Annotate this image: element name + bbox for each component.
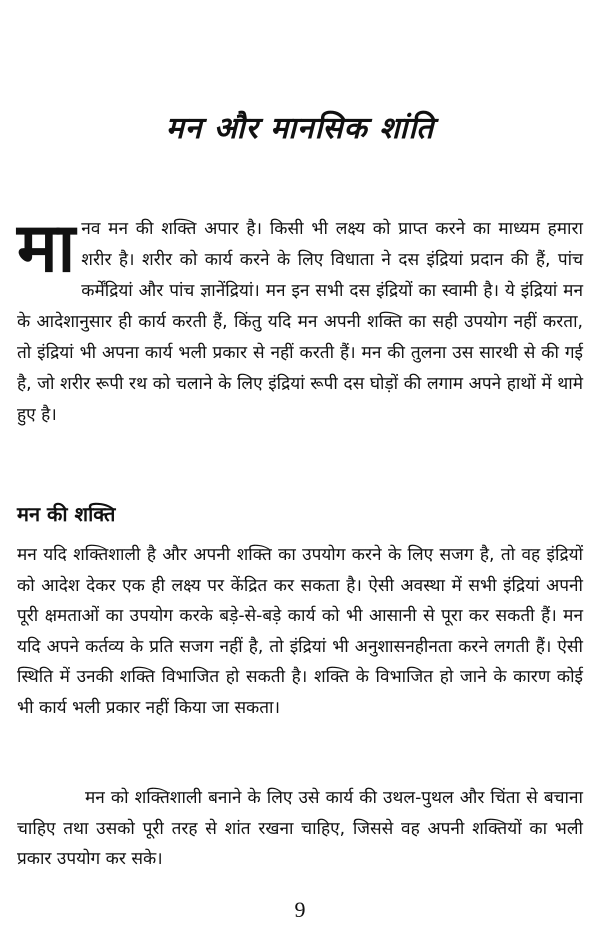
intro-text: नव मन की शक्ति अपार है। किसी भी लक्ष्य को प्राप्त करने का माध्यम हमारा शरीर है। शरीर को कार्य करने के लिए विधाता ने दस इंद्रियां प्रदान की हैं, पांच कर्मेंद्रियां और पांच ज्ञानेंद्रियां। मन इन सभी दस इंद्रियों का स्वामी है। ये इंद्रियां मन के आदेशानुसार ही कार्य करती हैं, किंतु यदि मन अपनी शक्ति का सही उपयोग नहीं करता, तो इंद्रियां भी अपना कार्य भली प्रकार से नहीं करती हैं। मन की तुलना उस सारथी से की गई है, जो शरीर रूपी रथ को चलाने के लिए इंद्रियां रूपी दस घोड़ों की लगाम अपने हाथों में थामे हुए है।	[17, 219, 583, 425]
section-paragraph-2: मन को शक्तिशाली बनाने के लिए उसे कार्य की उथल-पुथल और चिंता से बचाना चाहिए तथा उसको पूरी तरह से शांत रखना चाहिए, जिससे वह अपनी शक्तियों का भली प्रकार उपयोग कर सके।	[17, 788, 583, 869]
intro-paragraph	[17, 209, 583, 431]
section-paragraph-1: मन यदि शक्तिशाली है और अपनी शक्ति का उपयोग करने के लिए सजग है, तो वह इंद्रियों को आदेश देकर एक ही लक्ष्य पर केंद्रित कर सकता है। ऐसी अवस्था में सभी इंद्रियां अपनी पूरी क्षमताओं का उपयोग करके बड़े-से-बड़े कार्य को भी आसानी से पूरा कर सकती हैं। मन यदि अपने कर्तव्य के प्रति सजग नहीं है, तो इंद्रियां भी अनुशासनहीनता करने लगती हैं। ऐसी स्थिति में उनकी शक्ति विभाजित हो सकती है। शक्ति के विभाजित हो जाने के कारण कोई भी कार्य भली प्रकार नहीं किया जा सकता।	[17, 545, 583, 718]
section-heading: मन की शक्ति	[17, 502, 116, 526]
chapter-title: मन और मानसिक शांति	[165, 111, 435, 146]
page-number: 9	[294, 897, 306, 922]
drop-cap: मा	[17, 209, 76, 288]
